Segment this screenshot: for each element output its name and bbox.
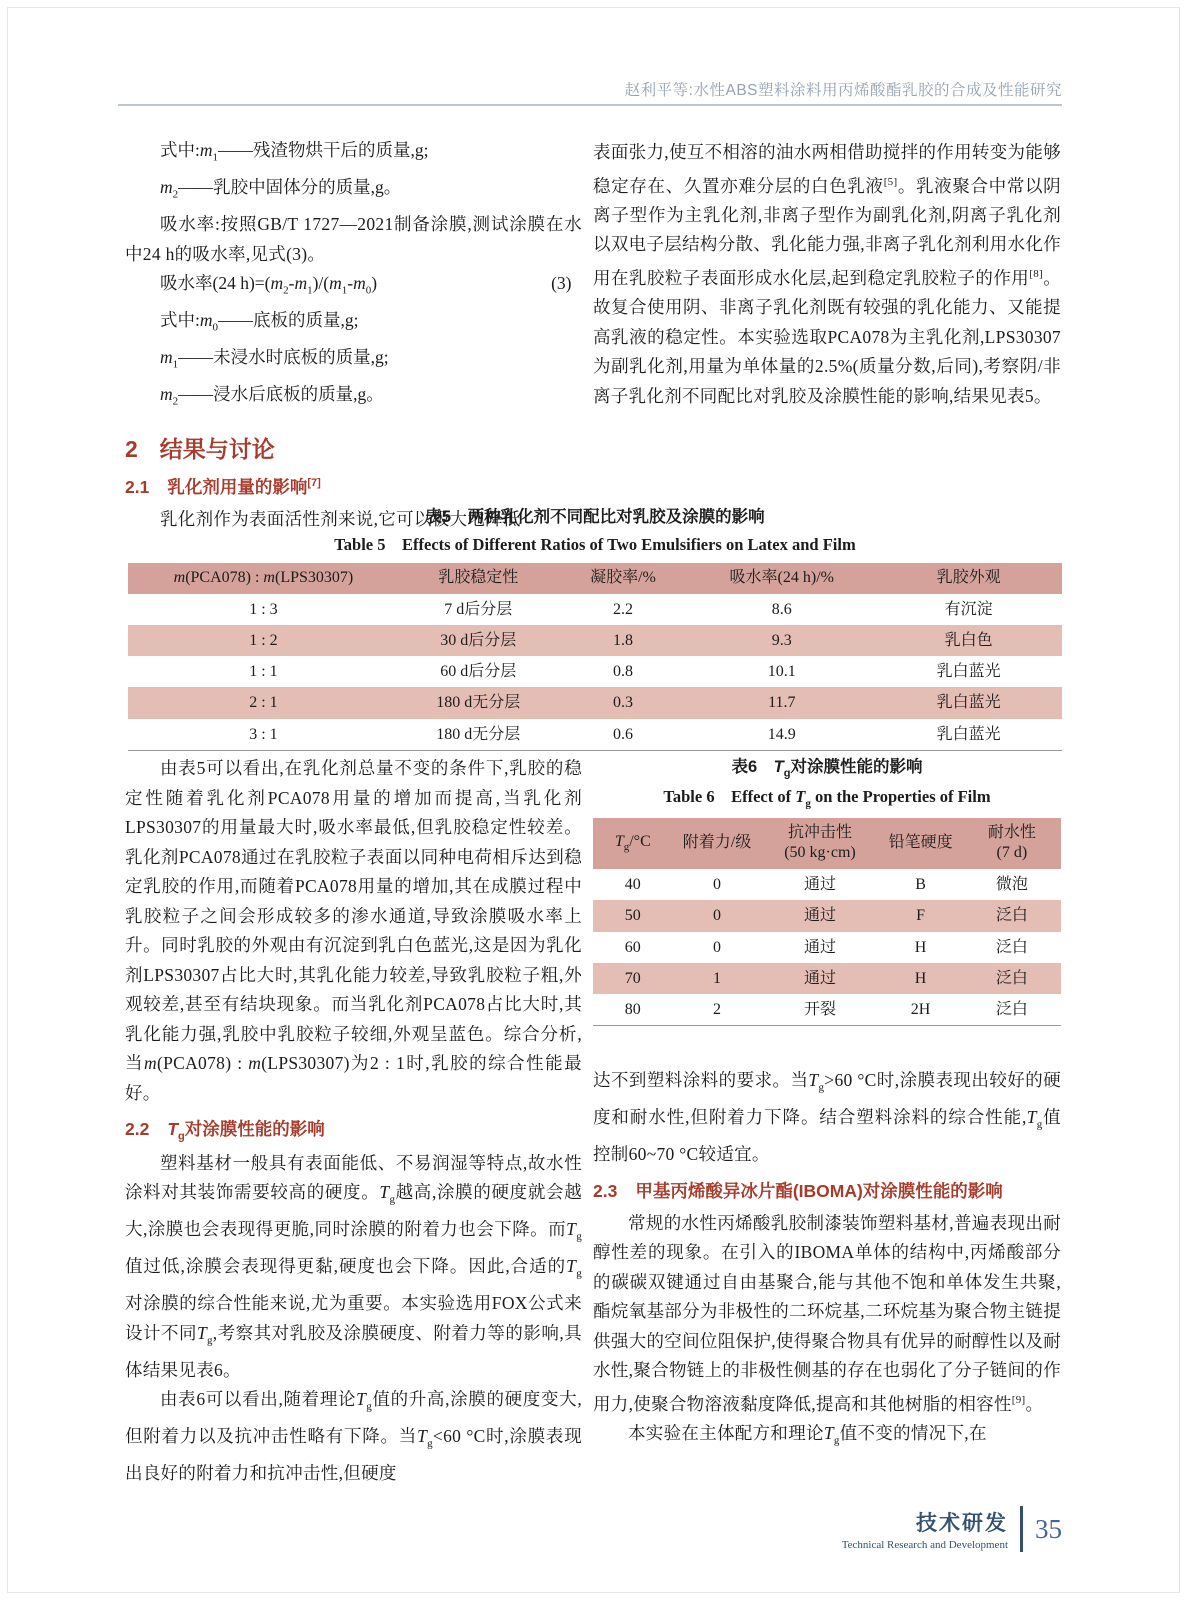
paragraph: 表面张力,使互不相溶的油水两相借助搅拌的作用转变为能够稳定存在、久置亦难分层的白色乳液[5]。乳液聚合中常以阴离子型作为主乳化剂,非离子型作为副乳化剂,阴离子乳化剂以双电子层结构分散、乳化能力强,非离子乳化剂利用水化作用在乳胶粒子表面形成水化层,起到稳定乳胶粒子的作用[8]。故复合使用阴、非离子乳化剂既有较强的乳化能力、又能提高乳液的稳定性。本实验选取PCA078为主乳化剂,LPS30307为副乳化剂,用量为单体量的2.5%(质量分数,后同),考察阴/非离子乳化剂不同配比对乳胶及涂膜性能的影响,结果见表5。 [593,142,1061,406]
paragraph: 由表5可以看出,在乳化剂总量不变的条件下,乳胶的稳定性随着乳化剂PCA078用量的增加而提高,当乳化剂LPS30307的用量最大时,吸水率最低,但乳胶稳定性较差。乳化剂PCA078通过在乳胶粒子表面以同种电荷相斥达到稳定乳胶的作用,而随着PCA078用量的增加,其在成膜过程中乳胶粒子之间会形成较多的渗水通道,导致涂膜吸水率上升。同时乳胶的外观由有沉淀到乳白色蓝光,这是因为乳化剂LPS30307占比大时,其乳化能力较差,导致乳胶粒子粗,外观较差,甚至有结块现象。而当乳化剂PCA078占比大时,其乳化能力强,乳胶中乳胶粒子较细,外观呈蓝色。综合分析,当m(PCA078) : m(LPS30307)为2 : 1时,乳胶的综合性能最好。 [125,758,582,1103]
section-title: 结果与讨论 [159,436,275,462]
running-head-title: 赵利平等:水性ABS塑料涂料用丙烯酸酯乳胶的合成及性能研究 [624,82,1062,99]
table5-header-cell: 凝胶率/% [558,563,689,594]
table5-header-cell: m(PCA078) : m(LPS30307) [128,563,399,594]
table6-title-en: Table 6 Effect of $T_g$ on the Properties of Film [663,787,991,810]
table5-title-en: Table 5 Effects of Different Ratios of Two Emulsifiers on Latex and Film [334,535,856,554]
definition-line: 式中$:m_1——$残渣物烘干后的质量,g; [160,140,429,164]
running-head-rule [118,104,1062,106]
table5-title-cn: 表5 两种乳化剂不同配比对乳胶及涂膜的影响 [425,508,765,526]
section-title: 甲基丙烯酸异冰片酯(IBOMA)对涂膜性能的影响 [635,1180,1003,1201]
table-row: 1 : 2 30 d后分层 1.8 9.3 乳白色 [128,625,1062,656]
table-row: 1 : 3 7 d后分层 2.2 8.6 有沉淀 [249,600,993,618]
table5-block [128,503,1062,751]
table-row: 70 1 通过 H 泛白 [593,963,1061,994]
section-heading-2-3 [593,1178,1061,1203]
equation-3 [125,269,582,306]
table6-header-cell: $T_g/^\circ C$ [593,818,673,870]
table5-header-cell: 吸水率(24 h)/% [688,563,875,594]
table-row: 3 : 1 180 d无分层 0.6 14.9 乳白蓝光 [249,725,1001,743]
definition-line: 式中$:m_0——$底板的质量,g; [160,310,359,334]
section-number: 2.1 [125,477,150,497]
section-title: 乳化剂用量的影响[7] [167,477,321,497]
paragraph: 塑料基材一般具有表面能低、不易润湿等特点,故水性涂料对其装饰需要较高的硬度。$T_g$越高,涂膜的硬度就会越大,涂膜也会表现得更脆,同时涂膜的附着力也会下降。而$T_g$值过低,涂膜会表现得更黏,硬度也会下降。因此,合适的$T_g$对涂膜的综合性能来说,尤为重要。本实验选用FOX公式来设计不同$T_g$,考察其对乳胶及涂膜硬度、附着力等的影响,具体结果见表6。 [125,1152,582,1380]
definition-line: $m_2——$乳胶中固体分的质量,g。 [160,177,402,201]
right-column-bottom [593,753,1061,1456]
section-number: 2 [125,436,138,462]
table5-header-row [128,563,1062,594]
table5-header-cell: 乳胶外观 [875,563,1062,594]
section-heading-2 [125,431,582,464]
table6-header-row [593,818,1061,870]
table6-header-cell: 抗冲击性 (50 kg·cm) [761,818,878,870]
table-row: 40 0 通过 B 微泡 [624,876,1028,894]
footer-section-labels [842,1507,1008,1551]
table6-header-cell: 附着力/级 [673,818,762,870]
table6-block [593,753,1061,1026]
table-row: 1 : 1 60 d后分层 0.8 10.1 乳白蓝光 [249,663,1001,681]
table6-header-cell: 铅笔硬度 [878,818,962,870]
table-row: 80 2 开裂 2H 泛白 [624,1000,1028,1018]
section-title: $T_g$对涂膜性能的影响 [167,1119,325,1143]
section-heading-2-1 [125,474,582,499]
paragraph: 常规的水性丙烯酸乳胶制漆装饰塑料基材,普遍表现出耐醇性差的现象。在引入的IBOMA单体的结构中,丙烯酸部分的碳碳双键通过自由基聚合,能与其他不饱和单体发生共聚,酯烷氧基部分为非极性的二环烷基,二环烷基为聚合物主链提供强大的空间位阻保护,使得聚合物具有优异的耐醇性以及耐水性,聚合物链上的非极性侧基的存在也弱化了分子链间的作用力,使聚合物溶液黏度降低,提高和其他树脂的相容性[9]。 [593,1212,1061,1414]
footer-divider [1020,1506,1023,1552]
paragraph: 吸水率:按照GB/T 1727—2021制备涂膜,测试涂膜在水中24 h的吸水率,见式(3)。 [125,214,582,264]
table-row: 50 0 通过 F 泛白 [593,900,1061,931]
footer-section-en: Technical Research and Development [841,1539,1008,1551]
right-column-top [593,138,1061,411]
section-number: 2.2 [125,1119,150,1139]
page-number: 35 [1035,1513,1062,1544]
section-heading-2-2 [125,1116,582,1143]
page-footer [842,1506,1062,1552]
definition-line: $m_2——$浸水后底板的质量,g。 [160,384,384,408]
table6-title-cn: 表6 $T_g$对涂膜性能的影响 [731,758,923,780]
paragraph: 由表6可以看出,随着理论$T_g$值的升高,涂膜的硬度变大,但附着力以及抗冲击性略有下降。当$T_g<60$ °C时,涂膜表现出良好的附着力和抗冲击性,但硬度 [125,1389,582,1483]
paragraph: 本实验在主体配方和理论$T_g$值不变的情况下,在 [628,1422,987,1447]
table5 [128,563,1062,751]
equation-body: 吸水率(24 $h)=(m_2-m_1)/(m_1-m_0)$ [160,273,378,297]
definition-line: $m_1——$未浸水时底板的质量,g; [160,347,389,371]
table6 [593,818,1061,1027]
footer-section-cn: 技术研发 [916,1512,1008,1535]
equation-number: (3) [551,273,572,293]
left-column-bottom [125,754,582,1489]
table-row: 60 0 通过 H 泛白 [624,938,1028,956]
left-column-top [125,136,582,535]
section-number: 2.3 [593,1180,618,1201]
table-row: 2 : 1 180 d无分层 0.3 11.7 乳白蓝光 [128,687,1062,718]
paragraph: 乳化剂作为表面活性剂来说,它可以极大地降低 [160,509,521,529]
paragraph: 达不到塑料涂料的要求。当$T_g>60$ °C时,涂膜表现出较好的硬度和耐水性,但附着力下降。结合塑料涂料的综合性能$,T_g$值控制60~70 °C较适宜。 [593,1070,1061,1165]
table6-header-cell: 耐水性 (7 d) [963,818,1061,870]
table5-header-cell: 乳胶稳定性 [399,563,558,594]
